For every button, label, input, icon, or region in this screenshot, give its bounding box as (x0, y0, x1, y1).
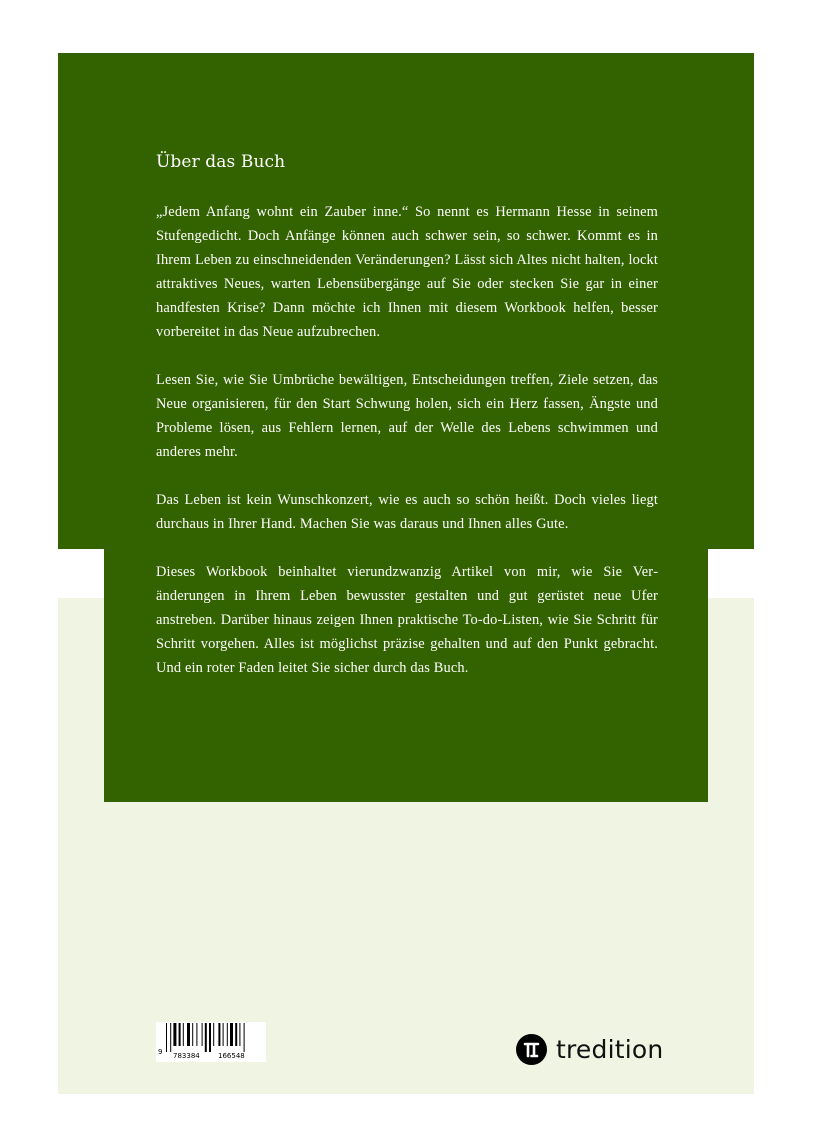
barcode-first-digit: 9 (158, 1048, 163, 1056)
barcode-bar (179, 1023, 181, 1046)
isbn-barcode (156, 1022, 266, 1062)
publisher-logo (516, 1032, 663, 1066)
blurb (156, 152, 658, 704)
barcode-bar (235, 1023, 237, 1046)
barcode-bar (192, 1023, 193, 1046)
barcode-bar (213, 1023, 214, 1046)
barcode-bar (205, 1023, 207, 1052)
barcode-digits (156, 1048, 266, 1062)
barcode-bar (173, 1023, 176, 1046)
barcode-bar (166, 1023, 167, 1052)
barcode-bar (170, 1023, 171, 1052)
barcode-bar (209, 1023, 211, 1052)
barcode-bar (223, 1023, 224, 1046)
blurb-paragraph: Lesen Sie, wie Sie Umbrüche bewältigen, Entscheidungen treffen, Ziele setzen, das Neue organisieren, für den Start Schwung holen, sich ein Herz fassen, Ängste und Probleme lösen, aus Fehlern lernen, auf der Welle des Lebens schwimmen und anderes mehr. (156, 372, 658, 460)
barcode-bar (218, 1023, 220, 1046)
barcode-bar (202, 1023, 203, 1046)
tredition-logo-icon (516, 1034, 547, 1065)
publisher-name: tredition (556, 1034, 664, 1064)
barcode-right-group: 166548 (218, 1052, 245, 1060)
barcode-bar (187, 1023, 190, 1046)
blurb-paragraph: Das Leben ist kein Wunschkonzert, wie es auch so schön heißt. Doch vieles liegt durchaus in Ihrer Hand. Machen Sie was daraus und Ihnen alles Gute. (156, 492, 658, 532)
barcode-bar (244, 1023, 245, 1052)
barcode-left-group: 783384 (173, 1052, 200, 1060)
blurb-paragraph: Dieses Workbook beinhaltet vierundzwanzig Artikel von mir, wie Sie Veränderungen in Ihrem Leben bewusster gestalten und gut gerüstet neue Ufer anstreben. Darüber hinaus zeigen Ihnen praktische To-do-Listen, wie Sie Schritt für Schritt vorgehen. Alles ist möglichst präzise gehalten und auf den Punkt gebracht. Und ein roter Faden leitet Sie sicher durch das Buch. (156, 564, 658, 676)
barcode-bar (183, 1023, 184, 1046)
barcode-bar (239, 1023, 240, 1046)
barcode-bar (230, 1023, 233, 1046)
barcode-bar (227, 1023, 228, 1046)
blurb-heading: Über das Buch (156, 152, 286, 172)
barcode-bars (156, 1022, 266, 1052)
barcode-bar (196, 1023, 197, 1046)
blurb-paragraph: „Jedem Anfang wohnt ein Zauber inne.“ So nennt es Hermann Hesse in seinem Stufengedicht. Doch Anfänge können auch schwer sein, so schwer. Kommt es in Ihrem Leben zu einschneidenden Veränderungen? Lässt sich Altes nicht halten, lockt attraktives Neues, warten Lebensübergänge auf Sie oder stecken Sie gar in einer handfesten Krise? Dann möchte ich Ihnen mit diesem Workbook helfen, besser vorbereitet in das Neue aufzubrechen. (156, 204, 658, 340)
